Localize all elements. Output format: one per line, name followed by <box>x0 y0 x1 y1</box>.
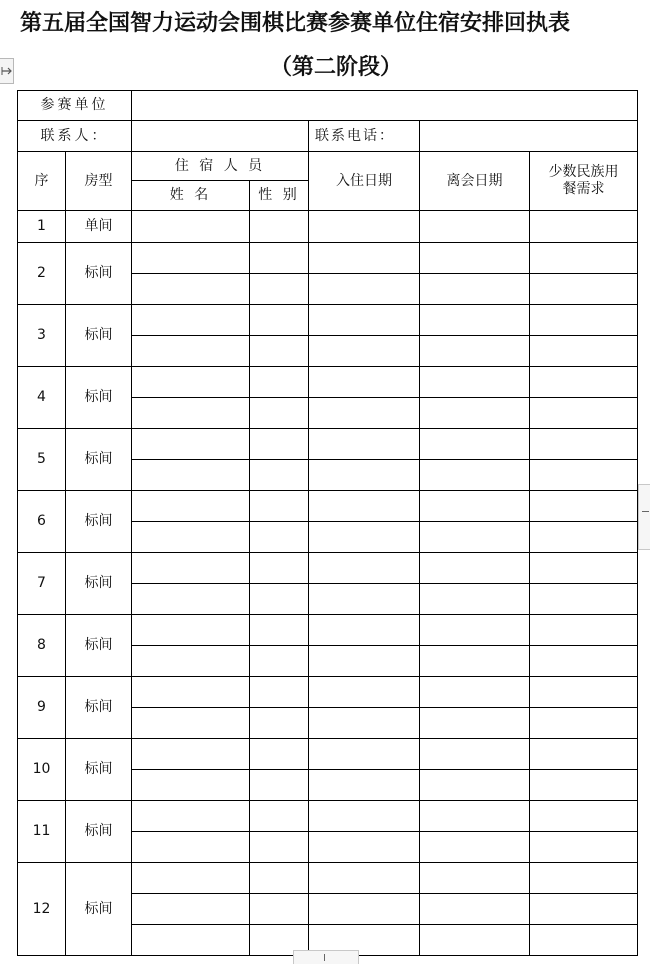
check-out-cell[interactable] <box>420 894 530 925</box>
gender-cell[interactable] <box>250 491 309 522</box>
row-seq: 12 <box>18 863 66 956</box>
row-seq: 3 <box>18 305 66 367</box>
check-out-cell[interactable] <box>420 274 530 305</box>
phone-label: 联系电话： <box>309 121 420 152</box>
row-seq: 8 <box>18 615 66 677</box>
ethnic-meal-cell[interactable] <box>530 491 638 522</box>
check-out-cell[interactable] <box>420 211 530 243</box>
move-arrow-icon <box>1 65 13 77</box>
ethnic-meal-cell[interactable] <box>530 460 638 491</box>
name-cell[interactable] <box>132 677 250 708</box>
name-cell[interactable] <box>132 305 250 336</box>
document-subtitle: （第二阶段） <box>269 54 402 80</box>
check-in-cell[interactable] <box>309 584 420 615</box>
header-name: 姓 名 <box>132 181 250 211</box>
gender-cell[interactable] <box>250 336 309 367</box>
row-room-type: 标间 <box>66 491 132 553</box>
row-room-type: 标间 <box>66 739 132 801</box>
check-in-cell[interactable] <box>309 211 420 243</box>
ethnic-meal-cell[interactable] <box>530 739 638 770</box>
row-seq: 5 <box>18 429 66 491</box>
check-out-cell[interactable] <box>420 305 530 336</box>
check-out-cell[interactable] <box>420 646 530 677</box>
check-in-cell[interactable] <box>309 770 420 801</box>
gender-cell[interactable] <box>250 553 309 584</box>
check-in-cell[interactable] <box>309 429 420 460</box>
check-in-cell[interactable] <box>309 336 420 367</box>
check-in-cell[interactable] <box>309 863 420 894</box>
check-out-cell[interactable] <box>420 832 530 863</box>
check-out-cell[interactable] <box>420 863 530 894</box>
row-seq: 6 <box>18 491 66 553</box>
phone-field[interactable] <box>420 121 638 152</box>
check-in-cell[interactable] <box>309 460 420 491</box>
ethnic-meal-cell[interactable] <box>530 553 638 584</box>
name-cell[interactable] <box>132 925 250 956</box>
check-out-cell[interactable] <box>420 677 530 708</box>
check-in-cell[interactable] <box>309 646 420 677</box>
check-in-cell[interactable] <box>309 305 420 336</box>
name-cell[interactable] <box>132 770 250 801</box>
ethnic-meal-cell[interactable] <box>530 801 638 832</box>
check-in-cell[interactable] <box>309 553 420 584</box>
row-room-type: 单间 <box>66 211 132 243</box>
row-seq: 7 <box>18 553 66 615</box>
check-out-cell[interactable] <box>420 553 530 584</box>
table-row-resize-handle[interactable] <box>293 950 359 964</box>
table-row <box>18 367 638 398</box>
name-cell[interactable] <box>132 398 250 429</box>
check-out-cell[interactable] <box>420 491 530 522</box>
ethnic-meal-cell[interactable] <box>530 770 638 801</box>
ethnic-meal-cell[interactable] <box>530 367 638 398</box>
ethnic-meal-cell[interactable] <box>530 429 638 460</box>
row-room-type: 标间 <box>66 677 132 739</box>
header-room-type: 房型 <box>66 152 132 211</box>
table-column-resize-handle[interactable] <box>638 484 650 550</box>
ethnic-meal-cell[interactable] <box>530 336 638 367</box>
row-room-type: 标间 <box>66 801 132 863</box>
row-room-type: 标间 <box>66 863 132 956</box>
name-cell[interactable] <box>132 491 250 522</box>
document-title: 第五届全国智力运动会围棋比赛参赛单位住宿安排回执表 <box>20 10 571 36</box>
gender-cell[interactable] <box>250 305 309 336</box>
header-ethnic-meal <box>530 152 638 211</box>
gender-cell[interactable] <box>250 832 309 863</box>
check-in-cell[interactable] <box>309 832 420 863</box>
ethnic-meal-cell[interactable] <box>530 584 638 615</box>
ethnic-meal-cell[interactable] <box>530 398 638 429</box>
gender-cell[interactable] <box>250 522 309 553</box>
check-out-cell[interactable] <box>420 925 530 956</box>
name-cell[interactable] <box>132 274 250 305</box>
gender-cell[interactable] <box>250 863 309 894</box>
check-in-cell[interactable] <box>309 491 420 522</box>
name-cell[interactable] <box>132 615 250 646</box>
unit-label: 参赛单位 <box>18 91 132 121</box>
check-out-cell[interactable] <box>420 708 530 739</box>
gender-cell[interactable] <box>250 894 309 925</box>
name-cell[interactable] <box>132 211 250 243</box>
unit-field[interactable] <box>132 91 638 121</box>
gender-cell[interactable] <box>250 429 309 460</box>
gender-cell[interactable] <box>250 677 309 708</box>
name-cell[interactable] <box>132 801 250 832</box>
check-in-cell[interactable] <box>309 522 420 553</box>
row-room-type: 标间 <box>66 429 132 491</box>
row-seq: 10 <box>18 739 66 801</box>
ethnic-meal-cell[interactable] <box>530 615 638 646</box>
gender-cell[interactable] <box>250 646 309 677</box>
table-row <box>18 429 638 460</box>
gender-cell[interactable] <box>250 739 309 770</box>
name-cell[interactable] <box>132 708 250 739</box>
contact-label: 联系人： <box>18 121 132 152</box>
gender-cell[interactable] <box>250 367 309 398</box>
check-out-cell[interactable] <box>420 522 530 553</box>
check-in-cell[interactable] <box>309 677 420 708</box>
table-row <box>18 553 638 584</box>
ethnic-meal-cell[interactable] <box>530 646 638 677</box>
check-in-cell[interactable] <box>309 243 420 274</box>
row-room-type: 标间 <box>66 553 132 615</box>
check-out-cell[interactable] <box>420 584 530 615</box>
ethnic-meal-cell[interactable] <box>530 243 638 274</box>
gender-cell[interactable] <box>250 274 309 305</box>
name-cell[interactable] <box>132 460 250 491</box>
row-seq: 1 <box>18 211 66 243</box>
gender-cell[interactable] <box>250 460 309 491</box>
name-cell[interactable] <box>132 522 250 553</box>
name-cell[interactable] <box>132 894 250 925</box>
check-out-cell[interactable] <box>420 770 530 801</box>
header-gender: 性 别 <box>250 181 309 211</box>
table-row <box>18 615 638 646</box>
ethnic-meal-cell[interactable] <box>530 274 638 305</box>
row-seq: 11 <box>18 801 66 863</box>
check-in-cell[interactable] <box>309 274 420 305</box>
header-check-in: 入住日期 <box>309 152 420 211</box>
ethnic-meal-cell[interactable] <box>530 522 638 553</box>
gender-cell[interactable] <box>250 615 309 646</box>
ethnic-meal-cell[interactable] <box>530 305 638 336</box>
name-cell[interactable] <box>132 584 250 615</box>
contact-field[interactable] <box>132 121 309 152</box>
row-seq: 9 <box>18 677 66 739</box>
name-cell[interactable] <box>132 429 250 460</box>
ethnic-meal-cell[interactable] <box>530 925 638 956</box>
ethnic-meal-cell[interactable] <box>530 863 638 894</box>
check-out-cell[interactable] <box>420 398 530 429</box>
table-row <box>18 863 638 894</box>
name-cell[interactable] <box>132 863 250 894</box>
table-row <box>18 243 638 274</box>
header-seq: 序 <box>18 152 66 211</box>
gender-cell[interactable] <box>250 584 309 615</box>
gender-cell[interactable] <box>250 243 309 274</box>
check-out-cell[interactable] <box>420 739 530 770</box>
gender-cell[interactable] <box>250 801 309 832</box>
name-cell[interactable] <box>132 646 250 677</box>
header-ethnic-meal-line2: 餐需求 <box>562 181 605 197</box>
check-out-cell[interactable] <box>420 367 530 398</box>
check-out-cell[interactable] <box>420 336 530 367</box>
check-out-cell[interactable] <box>420 429 530 460</box>
row-room-type: 标间 <box>66 243 132 305</box>
check-out-cell[interactable] <box>420 460 530 491</box>
name-cell[interactable] <box>132 832 250 863</box>
check-in-cell[interactable] <box>309 398 420 429</box>
gender-cell[interactable] <box>250 211 309 243</box>
gender-cell[interactable] <box>250 770 309 801</box>
table-row <box>18 677 638 708</box>
name-cell[interactable] <box>132 739 250 770</box>
header-residents: 住 宿 人 员 <box>132 152 309 181</box>
check-out-cell[interactable] <box>420 615 530 646</box>
gender-cell[interactable] <box>250 708 309 739</box>
ethnic-meal-cell[interactable] <box>530 708 638 739</box>
table-row <box>18 305 638 336</box>
name-cell[interactable] <box>132 367 250 398</box>
accommodation-form-table <box>17 90 638 956</box>
header-ethnic-meal-line1: 少数民族用 <box>548 164 619 180</box>
ethnic-meal-cell[interactable] <box>530 832 638 863</box>
check-out-cell[interactable] <box>420 801 530 832</box>
check-in-cell[interactable] <box>309 615 420 646</box>
header-check-out: 离会日期 <box>420 152 530 211</box>
name-cell[interactable] <box>132 336 250 367</box>
table-move-handle[interactable] <box>0 58 14 84</box>
ethnic-meal-cell[interactable] <box>530 211 638 243</box>
row-room-type: 标间 <box>66 615 132 677</box>
name-cell[interactable] <box>132 243 250 274</box>
table-row <box>18 801 638 832</box>
gender-cell[interactable] <box>250 398 309 429</box>
table-row <box>18 491 638 522</box>
row-seq: 2 <box>18 243 66 305</box>
row-seq: 4 <box>18 367 66 429</box>
table-row <box>18 739 638 770</box>
name-cell[interactable] <box>132 553 250 584</box>
row-room-type: 标间 <box>66 367 132 429</box>
check-in-cell[interactable] <box>309 739 420 770</box>
check-in-cell[interactable] <box>309 708 420 739</box>
check-in-cell[interactable] <box>309 894 420 925</box>
ethnic-meal-cell[interactable] <box>530 677 638 708</box>
table-row <box>18 211 638 243</box>
check-in-cell[interactable] <box>309 367 420 398</box>
ethnic-meal-cell[interactable] <box>530 894 638 925</box>
check-in-cell[interactable] <box>309 801 420 832</box>
check-out-cell[interactable] <box>420 243 530 274</box>
row-room-type: 标间 <box>66 305 132 367</box>
